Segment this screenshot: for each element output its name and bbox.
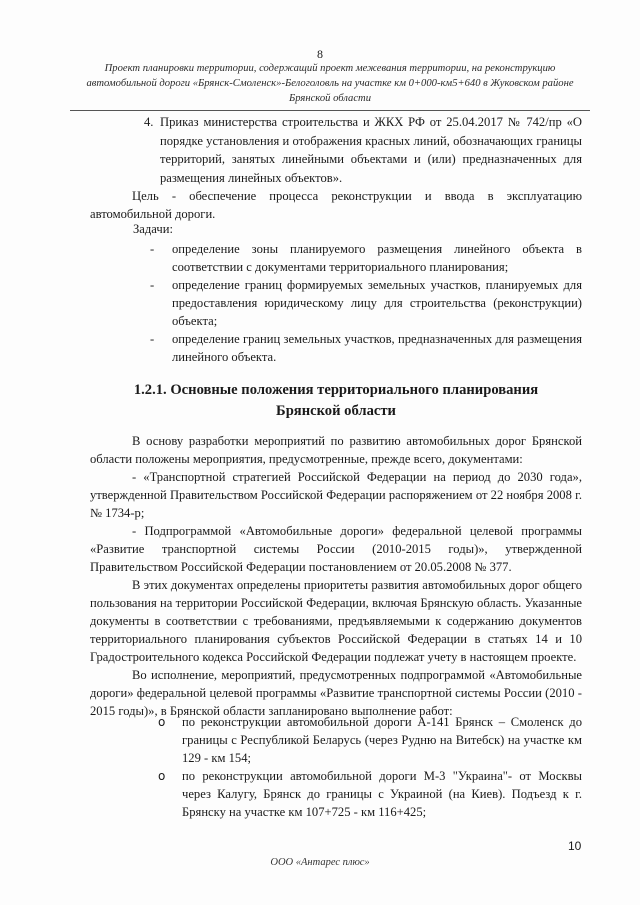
- page-number: 10: [568, 839, 582, 853]
- work-text: по реконструкции автомобильной дороги М-3 "Украина"- от Москвы через Калугу, Брянск до границы с Украиной (на Киев). Подъезд к г. Брянску на участке км 107+725 - км 116+425;: [182, 769, 582, 819]
- item-marker: 4.: [144, 115, 154, 129]
- list-item: [148, 330, 582, 366]
- dash-marker: -: [150, 332, 155, 346]
- goal-text: Цель - обеспечение процесса реконструкции и ввода в эксплуатацию автомобильной дороги.: [90, 189, 582, 221]
- header-page-number: 8: [317, 47, 323, 61]
- section-title-line-1: 1.2.1. Основные положения территориального планирования: [133, 382, 539, 398]
- header-divider: [70, 110, 590, 111]
- circle-bullet-icon: o: [158, 769, 166, 783]
- section-body: [90, 432, 582, 720]
- footer-company: ООО «Антарес плюс»: [270, 857, 370, 868]
- work-text: по реконструкции автомобильной дороги А-141 Брянск – Смоленск до границы с Республикой Беларусь (через Рудню на Витебск) на участке км 129 - км 154;: [182, 715, 582, 765]
- list-item: [148, 240, 582, 276]
- paragraph-4: В этих документах определены приоритеты развития автомобильных дорог общего пользования на территории Российской Федерации, включая Брянскую область. Указанные документы в соответствии с требованиями, предъявляемыми к содержанию документов территориального планирования субъектов Российской Федерации в статьях 14 и 10 Градостроительного кодекса Российской Федерации подлежат учету в настоящем проекте.: [90, 578, 582, 664]
- header-line-2: автомобильной дороги «Брянск-Смоленск»-Белоголовль на участке км 0+000-км5+640 в Жуковском районе: [86, 78, 574, 89]
- task-text: определение границ земельных участков, предназначенных для размещения линейного объекта.: [172, 332, 582, 364]
- dash-marker: -: [150, 242, 155, 256]
- header-line-3: Брянской области: [289, 93, 371, 104]
- paragraph-1: В основу разработки мероприятий по развитию автомобильных дорог Брянской области положены мероприятия, предусмотренные, прежде всего, документами:: [90, 434, 582, 466]
- list-item: [148, 276, 582, 330]
- task-text: определение зоны планируемого размещения линейного объекта в соответствии с документами территориального планирования;: [172, 242, 582, 274]
- goal-paragraph: [90, 187, 582, 223]
- section-heading: [90, 380, 582, 422]
- list-item: [158, 767, 582, 821]
- paragraph-3: - Подпрограммой «Автомобильные дороги» федеральной целевой программы «Развитие транспортной системы России (2010-2015 годы)», утвержденной Правительством Российской Федерации постановлением от 20.05.2008 № 377.: [90, 524, 582, 574]
- header-line-1: Проект планировки территории, содержащий проект межевания территории, на реконструкцию: [104, 63, 556, 74]
- dash-marker: -: [150, 278, 155, 292]
- circle-bullet-icon: o: [158, 715, 166, 729]
- running-header: [70, 61, 590, 106]
- tasks-label: Задачи:: [133, 222, 173, 236]
- tasks-list: [148, 240, 582, 366]
- list-item: [158, 713, 582, 767]
- numbered-item-4: [144, 113, 582, 187]
- paragraph-5: Во исполнение, мероприятий, предусмотренных подпрограммой «Автомобильные дороги» федеральной целевой программы «Развитие транспортной системы России (2010 - 2015 годы)», в Брянской области запланировано выполнение работ:: [90, 668, 582, 718]
- section-title-line-2: Брянской области: [276, 403, 396, 419]
- task-text: определение границ формируемых земельных участков, планируемых для предоставления юридическому лицу для строительства (реконструкции) объекта;: [172, 278, 582, 328]
- item-text: Приказ министерства строительства и ЖКХ РФ от 25.04.2017 № 742/пр «О порядке установления и отображения красных линий, обозначающих границы территорий, занятых линейными объектами и (или) предназначенных для размещения линейных объектов».: [160, 115, 582, 185]
- works-list: [158, 713, 582, 821]
- paragraph-2: - «Транспортной стратегией Российской Федерации на период до 2030 года», утвержденной Правительством Российской Федерации распоряжением от 22 ноября 2008 г. № 1734-р;: [90, 470, 582, 520]
